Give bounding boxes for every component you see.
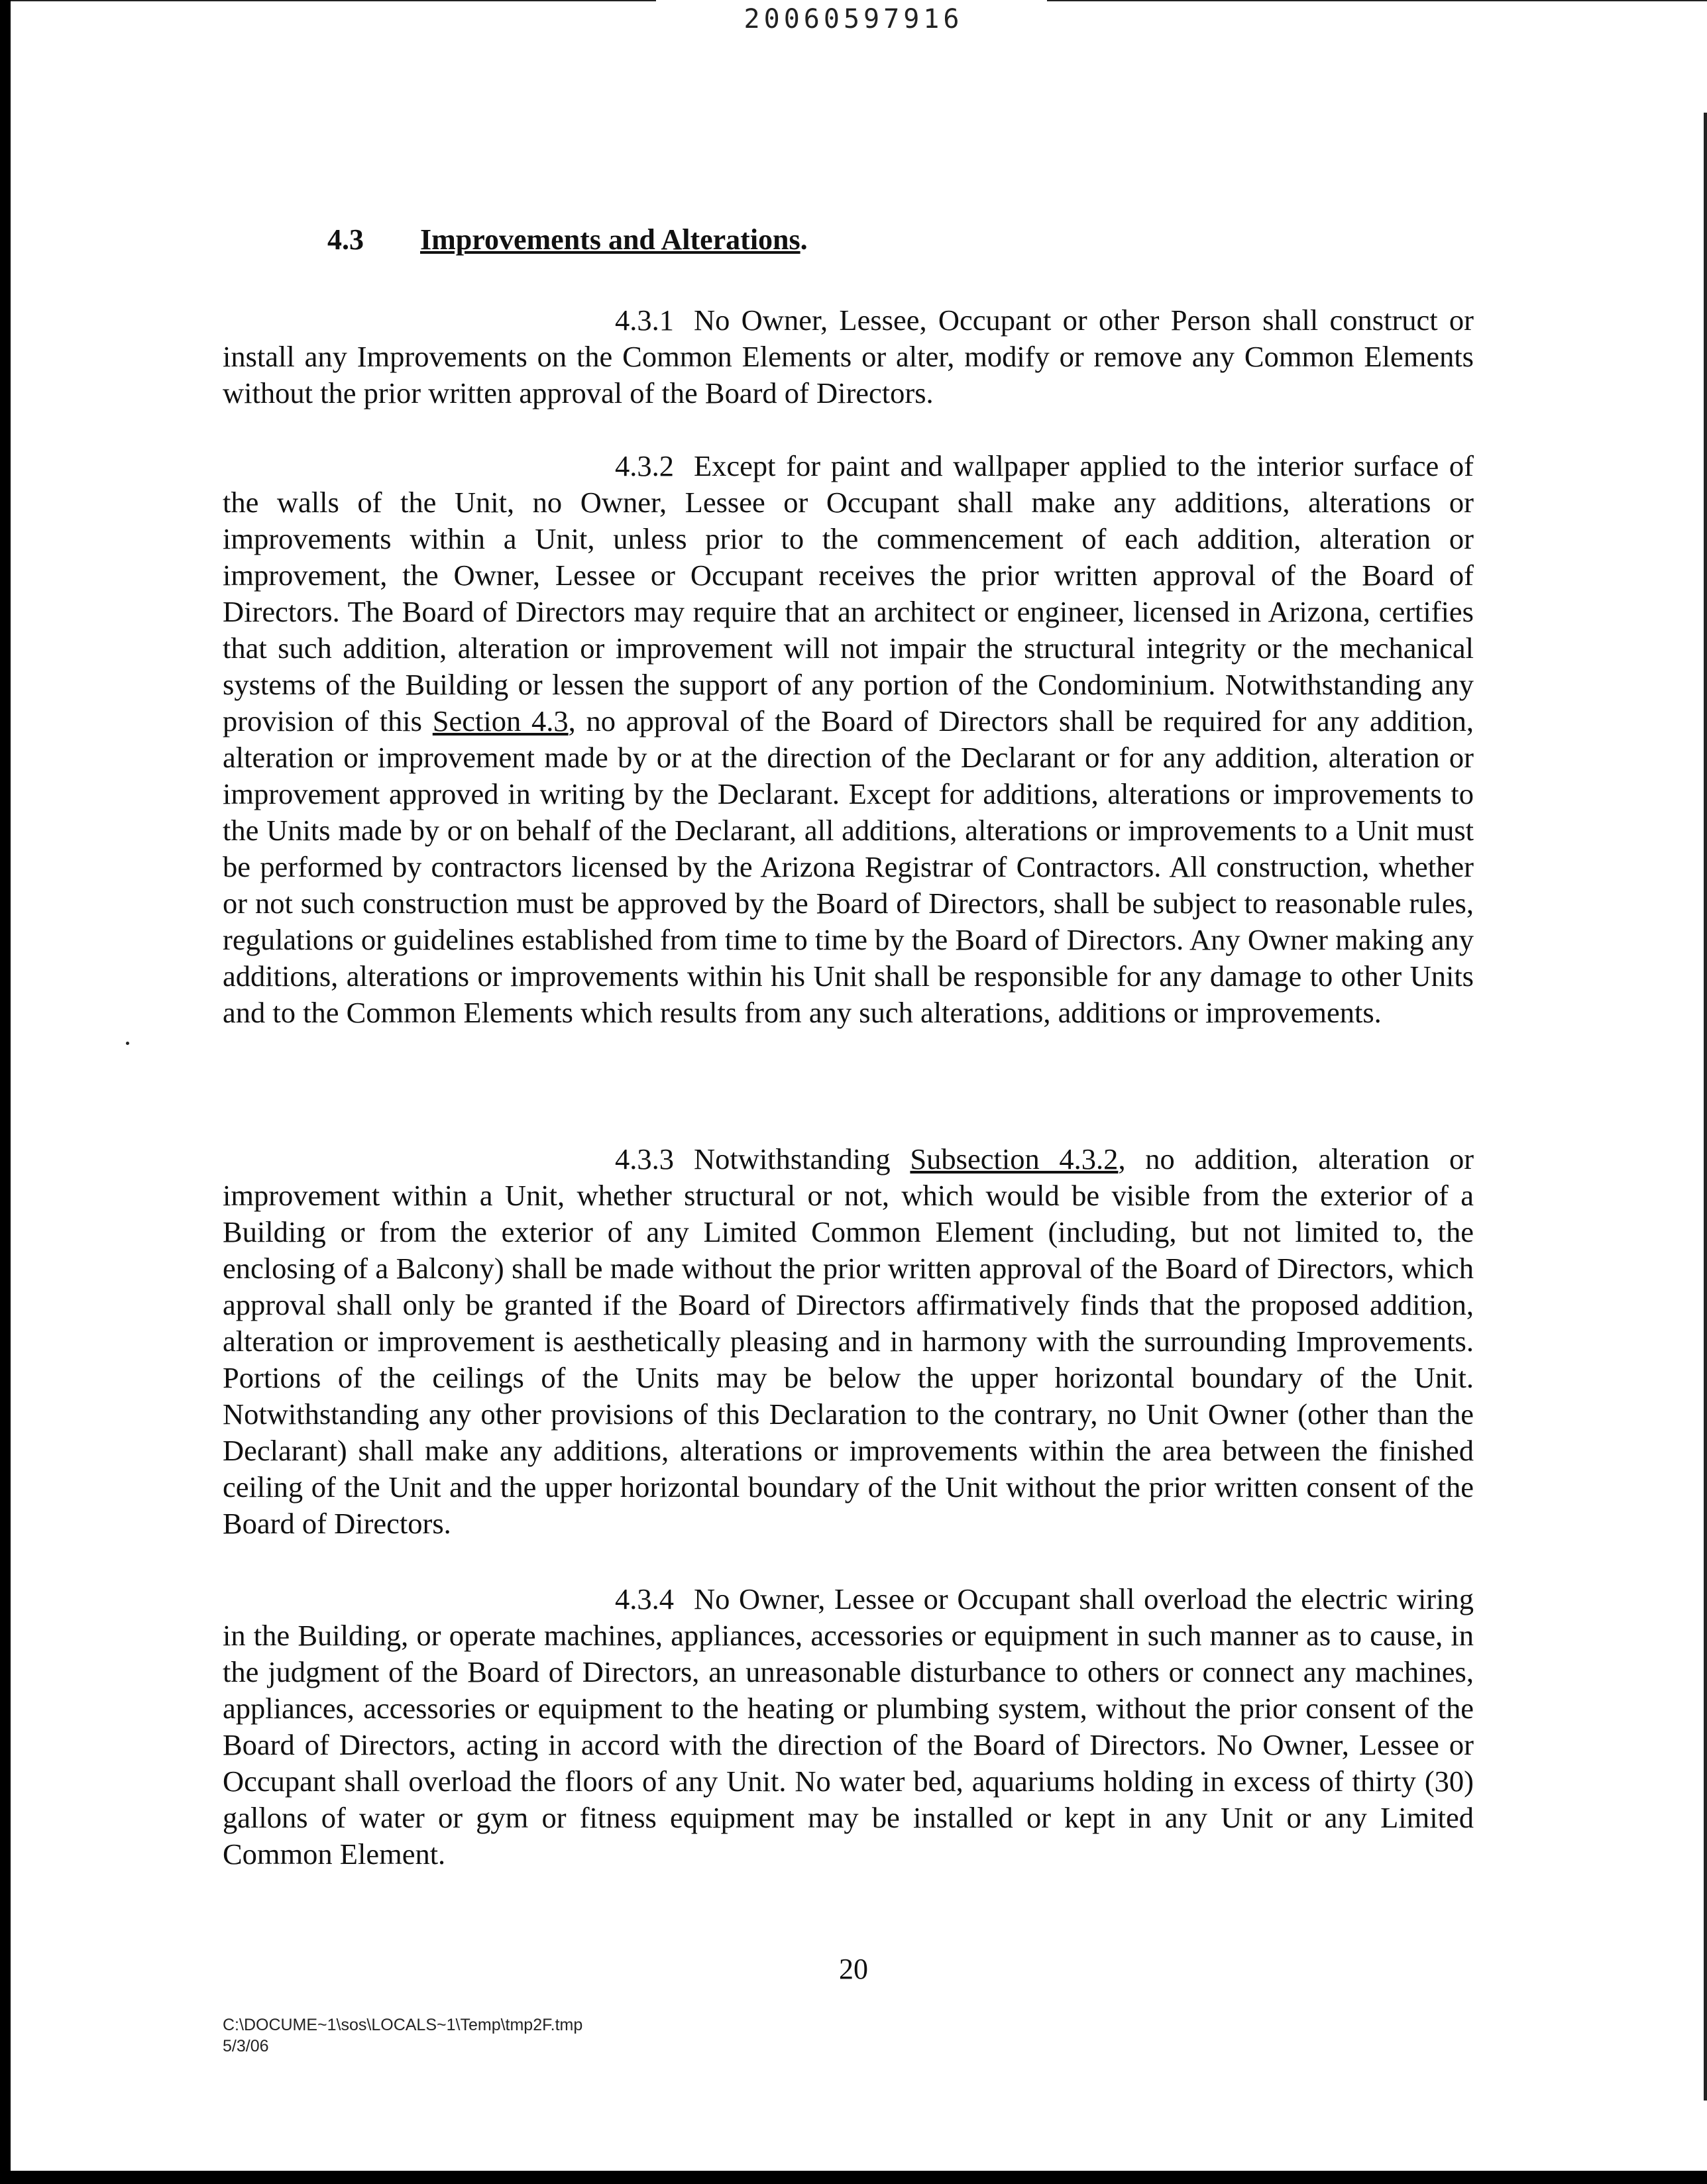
subsection-4-3-4 (223, 1581, 1474, 1873)
scan-bottom-border (0, 2171, 1707, 2184)
subsection-4-3-2 (223, 448, 1474, 1031)
section-reference: Section 4.3 (432, 704, 569, 737)
subsection-text: No Owner, Lessee, Occupant or other Person shall construct or install any Improvements on the Common Elements or alter, modify or remove any Common Elements without the prior written approval of the Board of Directors. (223, 303, 1474, 410)
section-heading (327, 223, 808, 256)
section-number: 4.3 (327, 223, 364, 256)
subsection-reference: Subsection 4.3.2 (910, 1142, 1119, 1175)
footer-file-info (223, 2014, 582, 2057)
subsection-4-3-1 (223, 302, 1474, 411)
scan-left-border (0, 0, 11, 2184)
page-number: 20 (839, 1953, 868, 1985)
subsection-number: 4.3.1 (615, 303, 674, 337)
scan-speck (126, 1042, 129, 1045)
subsection-text-part-a: Except for paint and wallpaper applied to the interior surface of the walls of the Unit, no Owner, Lessee or Occupant shall make any additions, alterations or improvements within a Unit, unless prior to the commencement of each addition, alteration or improvement, the Owner, Lessee or Occupant receives the prior written approval of the Board of Directors. The Board of Directors may require that an architect or engineer, licensed in Arizona, certifies that such addition, alteration or improvement will not impair the structural integrity or the mechanical systems of the Building or lessen the support of any portion of the Condominium. Notwithstanding any provision of this (223, 449, 1474, 737)
subsection-text-part-a: Notwithstanding (694, 1142, 891, 1175)
subsection-number: 4.3.2 (615, 449, 674, 482)
subsection-text-part-b: , no addition, alteration or improvement within a Unit, whether structural or not, which would be visible from the exterior of a Building or from the exterior of any Limited Common Element (including, but not limited to, the enclosing of a Balcony) shall be made without the prior written approval of the Board of Directors, which approval shall only be granted if the Board of Directors affirmatively finds that the proposed addition, alteration or improvement is aesthetically pleasing and in harmony with the surrounding Improvements. Portions of the ceilings of the Units may be below the upper horizontal boundary of the Unit. Notwithstanding any other provisions of this Declaration to the contrary, no Unit Owner (other than the Declarant) shall make any additions, alterations or improvements within the area between the finished ceiling of the Unit and the upper horizontal boundary of the Unit without the prior written consent of the Board of Directors. (223, 1142, 1474, 1540)
subsection-number: 4.3.3 (615, 1142, 674, 1175)
section-title: Improvements and Alterations (420, 223, 800, 256)
footer-date: 5/3/06 (223, 2037, 269, 2055)
section-title-period: . (800, 223, 808, 256)
document-number: 20060597916 (743, 4, 964, 34)
scan-right-border (1704, 113, 1707, 2101)
subsection-number: 4.3.4 (615, 1582, 674, 1615)
subsection-text: No Owner, Lessee or Occupant shall overload the electric wiring in the Building, or operate machines, appliances, accessories or equipment in such manner as to cause, in the judgment of the Board of Directors, an unreasonable disturbance to others or connect any machines, appliances, accessories or equipment to the heating or plumbing system, without the prior consent of the Board of Directors, acting in accord with the direction of the Board of Directors. No Owner, Lessee or Occupant shall overload the floors of any Unit. No water bed, aquariums holding in excess of thirty (30) gallons of water or gym or fitness equipment may be installed or kept in any Unit or any Limited Common Element. (223, 1582, 1474, 1871)
footer-file-path: C:\DOCUME~1\sos\LOCALS~1\Temp\tmp2F.tmp (223, 2016, 583, 2034)
subsection-4-3-3 (223, 1141, 1474, 1542)
subsection-text-part-b: , no approval of the Board of Directors shall be required for any addition, alteration or improvement made by or at the direction of the Declarant or for any addition, alteration or improvement approved in writing by the Declarant. Except for additions, alterations or improvements to the Units made by or on behalf of the Declarant, all additions, alterations or improvements to a Unit must be performed by contractors licensed by the Arizona Registrar of Contractors. All construction, whether or not such construction must be approved by the Board of Directors, shall be subject to reasonable rules, regulations or guidelines established from time to time by the Board of Directors. Any Owner making any additions, alterations or improvements within his Unit shall be responsible for any damage to other Units and to the Common Elements which results from any such alterations, additions or improvements. (223, 704, 1474, 1029)
